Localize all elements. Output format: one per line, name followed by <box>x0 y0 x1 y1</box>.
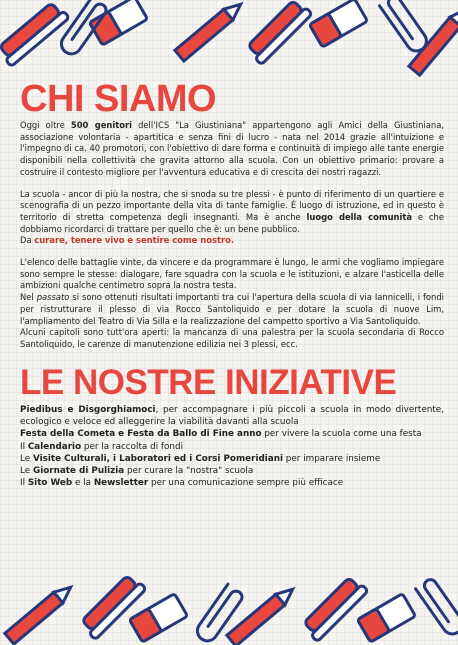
stapler-icon <box>245 0 312 65</box>
about-paragraph: Alcuni capitoli sono tutt'ora aperti: la mancanza di una palestra per la scuola secondaria di Rocco Santoliquido, le carenze di manutenzione edilizia nei 3 plessi, ecc. <box>20 327 444 349</box>
initiative-item: Piedibus e Disgorghiamoci, per accompagnare i più piccoli a scuola in modo divertente, ecologico e veloce ed alleggerire la viabilità davanti alla scuola <box>20 404 445 427</box>
about-paragraph: L'elenco delle battaglie vinte, da vincere e da programmare è lungo, le armi che vogliamo impiegare sono sempre le stesse: dialogare, fare squadra con la scuola e le istituzioni, e alzare l'asticella delle ambizioni qualche centimetro sopra la nostra testa. <box>20 257 444 291</box>
initiatives-section <box>20 404 444 490</box>
initiative-item: Le Visite Culturali, i Laboratori ed i Corsi Pomeridiani per imparare insieme <box>20 453 381 464</box>
page-content <box>20 80 444 490</box>
pencil-icon <box>175 0 245 61</box>
eraser-icon <box>129 594 187 643</box>
paperclip-icon <box>380 0 431 55</box>
about-paragraph: Oggi oltre 500 genitori dell'ICS "La Giustiniana" appartengono agli Amici della Giustiniana, associazione volontaria - apartitica e senza fini di lucro - nata nel 2014 grazie all'intuizione e l'impegno di ca. 40 promotori, con l'obiettivo di dare forma e continuità di impiego alle tante energie disponibili nella collettività che gravita attorno alla scuola. Con un obiettivo primario: provare a costruire il contesto migliore per l'avventura educativa e di crescita dei nostri ragazzi. <box>20 120 444 177</box>
bottom-decoration <box>0 565 458 645</box>
section-title-about: CHI SIAMO <box>20 78 217 120</box>
pencil-icon <box>5 582 75 644</box>
pencil-icon <box>409 5 458 75</box>
initiative-item: Festa della Cometa e Festa da Ballo di Fine anno per vivere la scuola come una festa <box>20 429 422 440</box>
initiative-item: Il Sito Web e la Newsletter per una comunicazione sempre più efficace <box>20 478 344 489</box>
pencil-icon <box>227 584 297 645</box>
initiative-item: Le Giornate di Pulizia per curare la "nostra" scuola <box>20 466 254 477</box>
top-decoration <box>0 0 458 80</box>
about-paragraph: Nel passato si sono ottenuti risultati importanti tra cui l'apertura della scuola di via Iannicelli, i fondi per ristrutturare il plesso di via Rocco Santoliquido e per dotare la scuola di nuove Lim, l'ampliamento del Teatro di Via Silla e la realizzazione del campetto sportivo a Via Santoliquido. <box>20 292 444 326</box>
eraser-icon <box>309 0 367 47</box>
initiative-item: Il Calendario per la raccolta di fondi <box>20 441 184 452</box>
about-paragraph: Da curare, tenere vivo e sentire come nostro. <box>20 235 235 246</box>
eraser-icon <box>357 594 415 643</box>
stapler-icon <box>301 575 368 642</box>
stapler-icon <box>0 0 69 66</box>
section-title-initiatives: LE NOSTRE INIZIATIVE <box>20 362 397 402</box>
about-section <box>20 120 444 351</box>
about-paragraph: La scuola - ancor di più la nostra, che si snoda su tre plessi - è punto di riferimento di un quartiere e scenografia di un pezzo importante della vita di tante famiglie. È luogo di istruzione, ed in questo è territorio di stretta competenza degli insegnanti. Ma è anche luogo della comunità e che dobbiamo ricordarci di trattare per quello che è: un bene pubblico. <box>20 188 444 234</box>
paperclip-icon <box>416 577 458 638</box>
